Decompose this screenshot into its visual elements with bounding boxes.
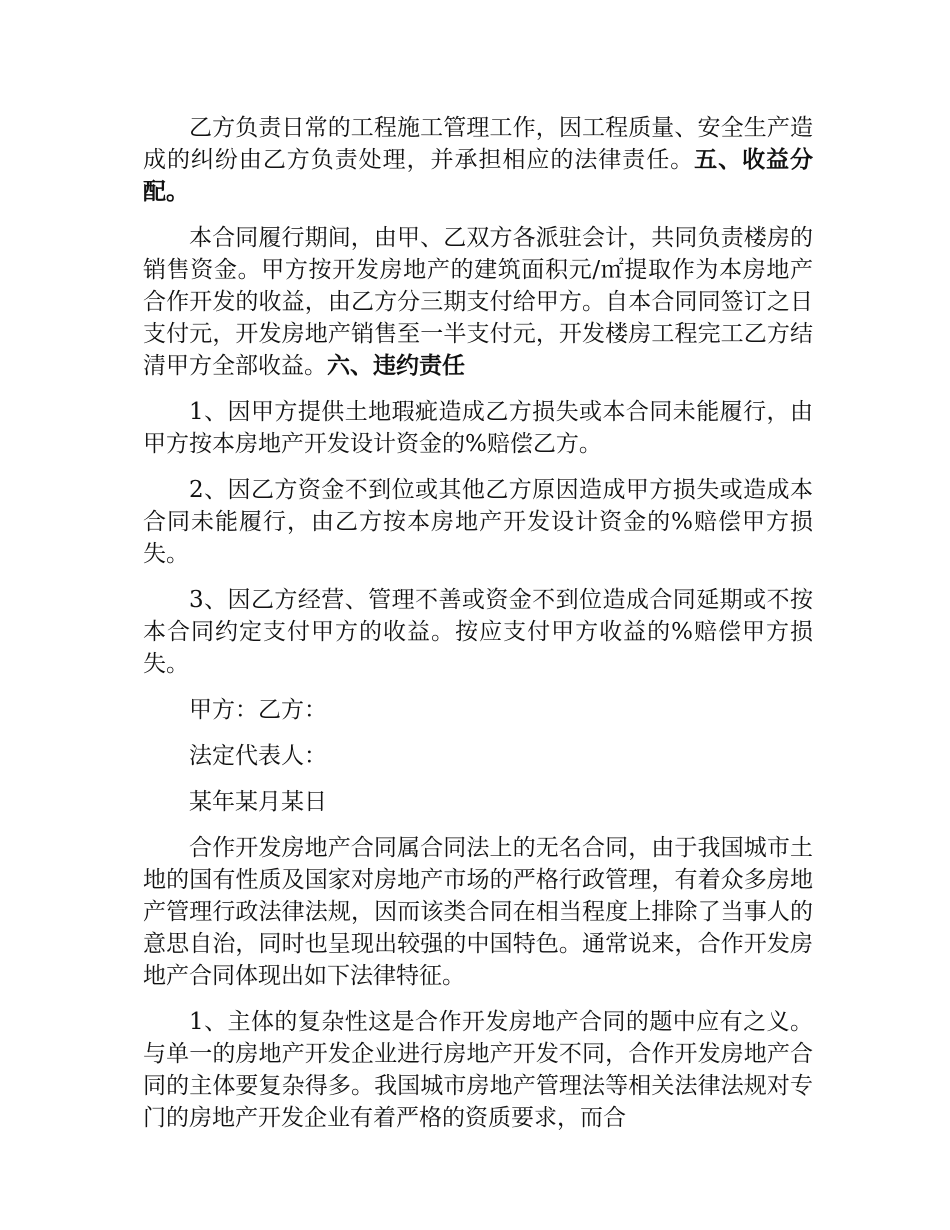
document-body bbox=[143, 112, 813, 1148]
paragraph-subject-complexity: 1、主体的复杂性这是合作开发房地产合同的题中应有之义。与单一的房地产开发企业进行房地产开发不同，合作开发房地产合同的主体要复杂得多。我国城市房地产管理法等相关法律法规对专门的房地产开发企业有着严格的资质要求，而合 bbox=[143, 1009, 813, 1131]
paragraph-breach-clause-3: 3、因乙方经营、管理不善或资金不到位造成合同延期或不按本合同约定支付甲方的收益。按应支付甲方收益的%赔偿甲方损失。 bbox=[143, 587, 813, 677]
section-heading-breach-liability: 六、违约责任 bbox=[327, 352, 465, 379]
section-heading-profit-distribution: 五、收益分配。 bbox=[143, 146, 814, 205]
paragraph-breach-clause-1: 1、因甲方提供土地瑕疵造成乙方损失或本合同未能履行，由甲方按本房地产开发设计资金的%赔偿乙方。 bbox=[143, 399, 813, 457]
paragraph-construction-management bbox=[143, 112, 813, 208]
signing-date-line: 某年某月某日 bbox=[189, 789, 327, 815]
signature-parties-line: 甲方：乙方： bbox=[189, 697, 327, 723]
paragraph-breach-clause-2: 2、因乙方资金不到位或其他乙方原因造成甲方损失或造成本合同未能履行，由乙方按本房地产开发设计资金的%赔偿甲方损失。 bbox=[143, 477, 813, 567]
paragraph-contract-nature: 合作开发房地产合同属合同法上的无名合同，由于我国城市土地的国有性质及国家对房地产市场的严格行政管理，有着众多房地产管理行政法律法规，因而该类合同在相当程度上排除了当事人的意思自治，同时也呈现出较强的中国特色。通常说来，合作开发房地产合同体现出如下法律特征。 bbox=[143, 835, 813, 989]
paragraph-sales-funds bbox=[143, 222, 813, 382]
paragraph-text: 乙方负责日常的工程施工管理工作，因工程质量、安全生产造成的纠纷由乙方负责处理，并承担相应的法律责任。 bbox=[143, 115, 813, 173]
paragraph-text: 本合同履行期间，由甲、乙双方各派驻会计，共同负责楼房的销售资金。甲方按开发房地产的建筑面积元/㎡提取作为本房地产合作开发的收益，由乙方分三期支付给甲方。自本合同同签订之日支付元，开发房地产销售至一半支付元，开发楼房工程完工乙方结清甲方全部收益。 bbox=[143, 225, 813, 379]
legal-representative-line: 法定代表人： bbox=[189, 743, 327, 769]
